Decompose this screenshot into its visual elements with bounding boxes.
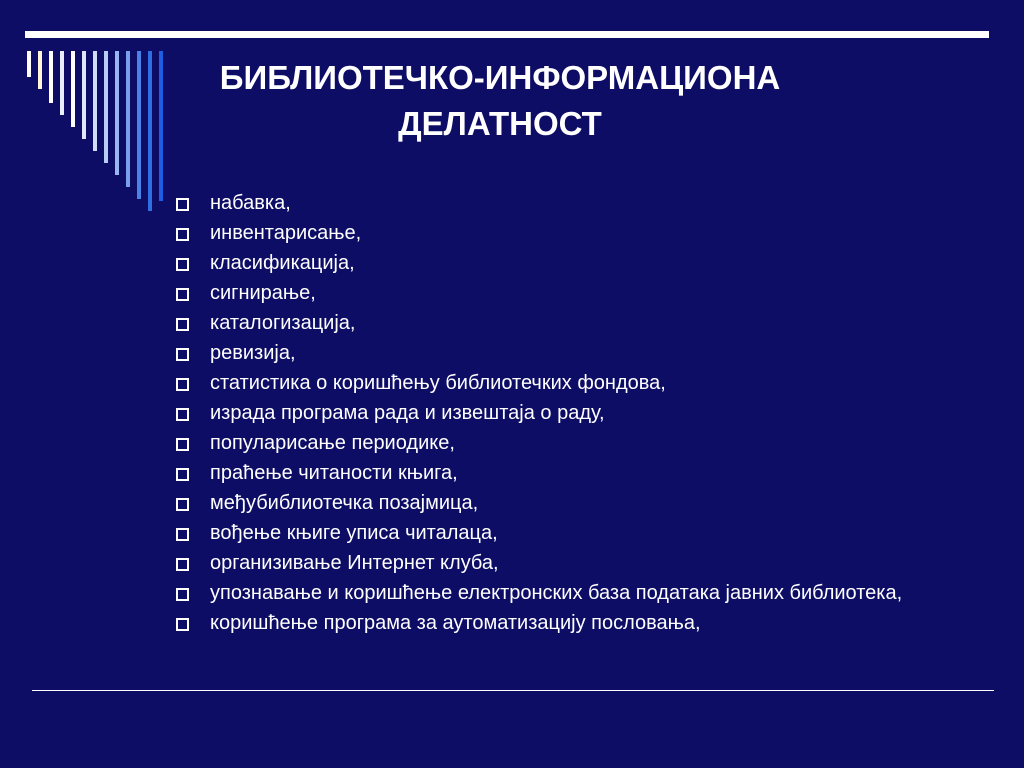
square-bullet-icon	[176, 408, 189, 421]
list-item-text: класификација,	[210, 252, 355, 274]
list-item	[174, 372, 974, 394]
stripe	[93, 51, 97, 151]
list-item-text: ревизија,	[210, 342, 296, 364]
stripe	[148, 51, 152, 211]
stripe	[38, 51, 42, 89]
square-bullet-icon	[176, 438, 189, 451]
list-item-text: статистика о коришћењу библиотечких фондова,	[210, 372, 666, 394]
list-item-text: коришћење програма за аутоматизацију пословања,	[210, 612, 701, 634]
list-item-text: набавка,	[210, 192, 291, 214]
stripe	[60, 51, 64, 115]
square-bullet-icon	[176, 558, 189, 571]
list-item	[174, 192, 974, 214]
list-item-text: каталогизација,	[210, 312, 356, 334]
title-line-2: ДЕЛАТНОСТ	[398, 105, 602, 142]
list-item-text: упознавање и коришћење електронских база података јавних библиотека,	[210, 582, 903, 604]
list-item-text: вођење књиге уписа читалаца,	[210, 522, 498, 544]
list-item-text: инвентарисање,	[210, 222, 362, 244]
list-item	[174, 612, 974, 634]
list-item	[174, 252, 974, 274]
slide-title	[170, 55, 830, 147]
list-item	[174, 402, 974, 424]
list-item	[174, 432, 974, 454]
square-bullet-icon	[176, 378, 189, 391]
stripe	[27, 51, 31, 77]
stripe	[115, 51, 119, 175]
square-bullet-icon	[176, 468, 189, 481]
square-bullet-icon	[176, 528, 189, 541]
stripe	[126, 51, 130, 187]
list-item-text: организивање Интернет клуба,	[210, 552, 499, 574]
bottom-rule	[32, 690, 994, 691]
list-item	[174, 462, 974, 484]
square-bullet-icon	[176, 198, 189, 211]
list-item	[174, 312, 974, 334]
square-bullet-icon	[176, 288, 189, 301]
list-item	[174, 492, 974, 514]
stripe	[82, 51, 86, 139]
square-bullet-icon	[176, 228, 189, 241]
list-item	[174, 552, 974, 574]
square-bullet-icon	[176, 258, 189, 271]
title-line-1: БИБЛИОТЕЧКО-ИНФОРМАЦИОНА	[219, 59, 781, 96]
list-item-text: међубиблиотечка позајмица,	[210, 492, 479, 514]
square-bullet-icon	[176, 348, 189, 361]
list-item	[174, 522, 974, 544]
stripe	[137, 51, 141, 199]
square-bullet-icon	[176, 588, 189, 601]
decorative-stripes	[0, 0, 180, 210]
list-item	[174, 282, 974, 304]
list-item-text: популарисање периодике,	[210, 432, 455, 454]
square-bullet-icon	[176, 498, 189, 511]
stripe	[49, 51, 53, 103]
list-item	[174, 222, 974, 244]
square-bullet-icon	[176, 618, 189, 631]
stripe	[71, 51, 75, 127]
stripe	[104, 51, 108, 163]
list-item	[174, 342, 974, 364]
stripe	[159, 51, 163, 201]
list-item	[174, 582, 974, 604]
square-bullet-icon	[176, 318, 189, 331]
list-item-text: сигнирање,	[210, 282, 316, 304]
list-item-text: израда програма рада и извештаја о раду,	[210, 402, 605, 424]
list-item-text: праћење читаности књига,	[210, 462, 458, 484]
activity-list	[174, 192, 974, 642]
